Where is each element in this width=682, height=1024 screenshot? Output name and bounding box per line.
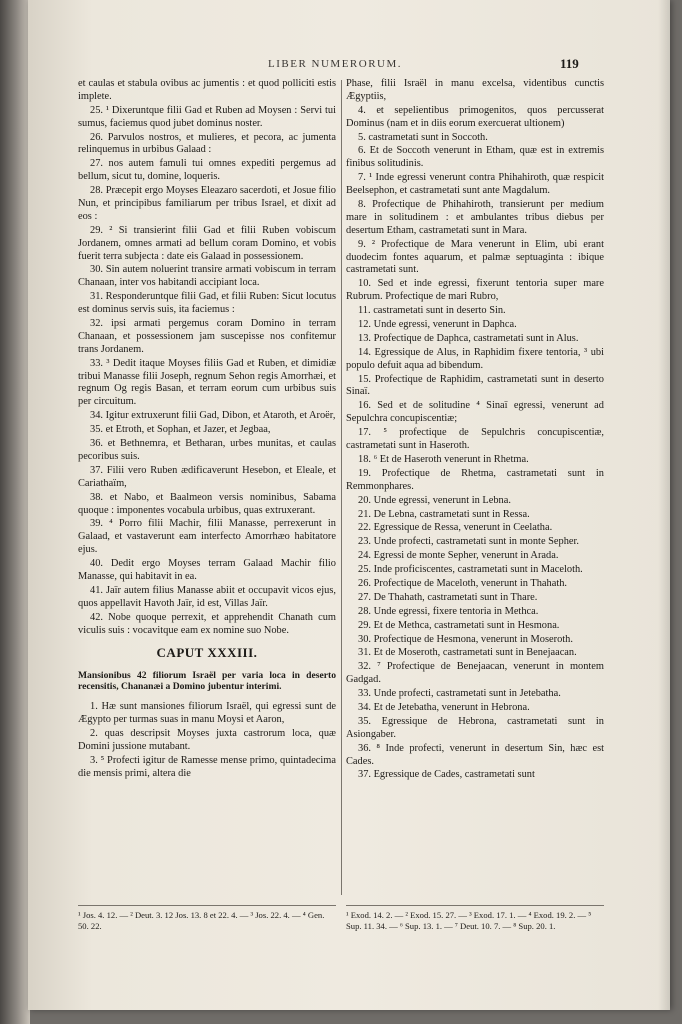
book-page	[28, 0, 670, 1010]
page-edge-shadow	[658, 0, 670, 1010]
verse-paragraph: 26. Profectique de Maceloth, venerunt in Thahath.	[358, 577, 567, 589]
verse-paragraph: 35. Egressique de Hebrona, castrametati sunt in Asiongaber.	[346, 715, 604, 740]
verse-paragraph: 34. Et de Jetebatha, venerunt in Hebrona.	[358, 701, 530, 713]
chapter-paragraphs	[78, 701, 336, 780]
verse-paragraph: 29. Et de Methca, castrametati sunt in Hesmona.	[358, 619, 560, 631]
verse-paragraph: 37. Filii vero Ruben ædificaverunt Hesebon, et Eleale, et Cariathaïm,	[78, 464, 336, 489]
verse-paragraph: 22. Egressique de Ressa, venerunt in Ceelatha.	[358, 522, 553, 534]
verse-paragraph: 19. Profectique de Rhetma, castrametati sunt in Remmonphares.	[346, 467, 604, 492]
verse-paragraph: 31. Responderuntque filii Gad, et filii Ruben: Sicut locutus est dominus servis suis, ita faciemus :	[78, 291, 336, 316]
verse-paragraph: 38. et Nabo, et Baalmeon versis nominibus, Sabama quoque : imponentes vocabula urbibus, quas extruxerant.	[78, 491, 336, 516]
verse-paragraph: 15. Profectique de Raphidim, castrametati sunt in deserto Sinaï.	[346, 373, 604, 398]
verse-paragraph: 41. Jaïr autem filius Manasse abiit et occupavit vicos ejus, quos appellavit Havoth Jaïr, id est, Villas Jaïr.	[78, 584, 336, 609]
verse-paragraph: 12. Unde egressi, venerunt in Daphca.	[358, 319, 517, 331]
page-header	[28, 58, 598, 78]
verse-paragraph: 31. Et de Moseroth, castrametati sunt in Benejaacan.	[358, 647, 577, 659]
verse-paragraph: 40. Dedit ergo Moyses terram Galaad Machir filio Manasse, qui habitavit in ea.	[78, 558, 336, 582]
column-divider	[341, 80, 342, 895]
verse-paragraph: Phase, filii Israël in manu excelsa, videntibus cunctis Ægyptiis,	[346, 78, 604, 102]
chapter-summary: Mansionibus 42 filiorum Israël per varia loca in deserto recensitis, Chananæi a Domino jubentur interimi.	[78, 669, 336, 693]
verse-paragraph: 16. Sed et de solitudine ⁴ Sinaï egressi, venerunt ad Sepulchra concupiscentiæ;	[346, 400, 604, 425]
verse-paragraph: 27. nos autem famuli tui omnes expediti pergemus ad bellum, sicut tu, domine, loqueris.	[78, 158, 336, 183]
running-head: LIBER NUMERORUM.	[268, 58, 403, 70]
verse-paragraph: 36. ⁸ Inde profecti, venerunt in desertum Sin, hæc est Cades.	[346, 742, 604, 767]
verse-paragraph: 27. De Thahath, castrametati sunt in Thare.	[358, 591, 538, 603]
verse-paragraph: 33. ³ Dedit itaque Moyses filiis Gad et Ruben, et dimidiæ tribui Manasse filii Joseph, regnum Sehon regis Amorrhæi, et regnum Og regis Basan, et terram eorum cum urbibus suis per circuitum.	[78, 357, 336, 408]
verse-paragraph: 39. ⁴ Porro filii Machir, filii Manasse, perrexerunt in Galaad, et vastaverunt eam interfecto Amorrhæo habitatore ejus.	[78, 518, 336, 556]
verse-paragraph: 28. Unde egressi, fixere tentoria in Methca.	[358, 605, 539, 617]
verse-paragraph: 23. Unde profecti, castrametati sunt in monte Sepher.	[358, 536, 580, 548]
verse-paragraph: 6. Et de Soccoth venerunt in Etham, quæ est in extremis finibus solitudinis.	[346, 145, 604, 170]
left-footnotes: ¹ Jos. 4. 12. — ² Deut. 3. 12 Jos. 13. 8 et 22. 4. — ³ Jos. 22. 4. — ⁴ Gen. 50. 22.	[78, 905, 336, 932]
verse-paragraph: 42. Nobe quoque perrexit, et apprehendit Chanath cum viculis suis : vocavitque eam ex nomine suo Nobe.	[78, 611, 336, 636]
verse-paragraph: 34. Igitur extruxerunt filii Gad, Dibon, et Ataroth, et Aroër,	[90, 410, 336, 422]
right-paragraphs	[346, 78, 604, 782]
verse-paragraph: 25. Inde proficiscentes, castrametati sunt in Maceloth.	[358, 564, 583, 576]
verse-paragraph: 26. Parvulos nostros, et mulieres, et pecora, ac jumenta relinquemus in urbibus Galaad :	[78, 131, 336, 156]
verse-paragraph: 10. Sed et inde egressi, fixerunt tentoria super mare Rubrum. Profectique de mari Rubro,	[346, 278, 604, 303]
verse-paragraph: 32. ⁷ Profectique de Benejaacan, venerunt in montem Gadgad.	[346, 661, 604, 686]
verse-paragraph: 37. Egressique de Cades, castrametati sunt	[358, 769, 535, 781]
right-column	[346, 78, 604, 783]
verse-paragraph: et caulas et stabula ovibus ac jumentis : et quod polliciti estis implete.	[78, 78, 336, 102]
verse-paragraph: 9. ² Profectique de Mara venerunt in Elim, ubi erant duodecim fontes aquarum, et palmæ septuaginta : ibique castrametati sunt.	[346, 238, 604, 276]
chapter-title: CAPUT XXXIII.	[156, 645, 258, 661]
verse-paragraph: 21. De Lebna, castrametati sunt in Ressa.	[358, 508, 530, 520]
left-paragraphs	[78, 78, 336, 637]
verse-paragraph: 32. ipsi armati pergemus coram Domino in terram Chanaan, et possessionem jam suscepisse nos confitemur trans Jordanem.	[78, 318, 336, 355]
verse-paragraph: 30. Profectique de Hesmona, venerunt in Moseroth.	[358, 633, 573, 645]
verse-paragraph: 28. Præcepit ergo Moyses Eleazaro sacerdoti, et Josue filio Nun, et principibus familiarum per tribus Israel, et dixit ad eos :	[78, 185, 336, 222]
verse-paragraph: 36. et Bethnemra, et Betharan, urbes munitas, et caulas pecoribus suis.	[78, 438, 336, 462]
verse-paragraph: 13. Profectique de Daphca, castrametati sunt in Alus.	[358, 332, 579, 344]
verse-paragraph: 33. Unde profecti, castrametati sunt in Jetebatha.	[358, 688, 561, 700]
verse-paragraph: 8. Profectique de Phihahiroth, transierunt per medium mare in solitudinem : et ambulantes tribus diebus per desertum Etham, castrametati sunt in Mara.	[346, 199, 604, 236]
verse-paragraph: 5. castrametati sunt in Soccoth.	[358, 131, 488, 143]
verse-paragraph: 1. Hæ sunt mansiones filiorum Israël, qui egressi sunt de Ægypto per turmas suas in manu Moysi et Aaron,	[78, 701, 336, 726]
verse-paragraph: 11. castrametati sunt in deserto Sin.	[358, 305, 506, 317]
book-spine	[0, 0, 30, 1024]
verse-paragraph: 20. Unde egressi, venerunt in Lebna.	[358, 494, 511, 506]
verse-paragraph: 18. ⁶ Et de Haseroth venerunt in Rhetma.	[358, 453, 529, 465]
verse-paragraph: 4. et sepelientibus primogenitos, quos percusserat Dominus (nam et in diis eorum exercuerat ultionem)	[346, 104, 604, 129]
verse-paragraph: 35. et Etroth, et Sophan, et Jazer, et Jegbaa,	[90, 424, 271, 436]
verse-paragraph: 7. ¹ Inde egressi venerunt contra Phihahiroth, quæ respicit Beelsephon, et castrametati sunt ante Magdalum.	[346, 172, 604, 197]
verse-paragraph: 2. quas descripsit Moyses juxta castrorum loca, quæ Domini jussione mutabant.	[78, 728, 336, 752]
verse-paragraph: 25. ¹ Dixeruntque filii Gad et Ruben ad Moysen : Servi tui sumus, faciemus quod jubet dominus noster.	[78, 104, 336, 129]
verse-paragraph: 14. Egressique de Alus, in Raphidim fixere tentoria, ³ ubi populo defuit aqua ad bibendum.	[346, 346, 604, 371]
verse-paragraph: 29. ² Si transierint filii Gad et filii Ruben vobiscum Jordanem, omnes armati ad bellum coram Domino, et vobis fuerit terra subjecta : date eis Galaad in possessionem.	[78, 224, 336, 262]
verse-paragraph: 24. Egressi de monte Sepher, venerunt in Arada.	[358, 550, 559, 562]
verse-paragraph: 3. ⁵ Profecti igitur de Ramesse mense primo, quintadecima die mensis primi, altera die	[78, 754, 336, 779]
verse-paragraph: 17. ⁵ profectique de Sepulchris concupiscentiæ, castrametati sunt in Haseroth.	[346, 427, 604, 452]
page-number: 119	[560, 56, 579, 71]
right-footnotes: ¹ Exod. 14. 2. — ² Exod. 15. 27. — ³ Exod. 17. 1. — ⁴ Exod. 19. 2. — ⁵ Sup. 11. 34. — ⁶ Sup. 13. 1. — ⁷ Deut. 10. 7. — ⁸ Sup. 20. 1.	[346, 905, 604, 932]
left-column	[78, 78, 336, 782]
verse-paragraph: 30. Sin autem noluerint transire armati vobiscum in terram Chanaan, inter vos habitandi accipiant loca.	[78, 264, 336, 289]
